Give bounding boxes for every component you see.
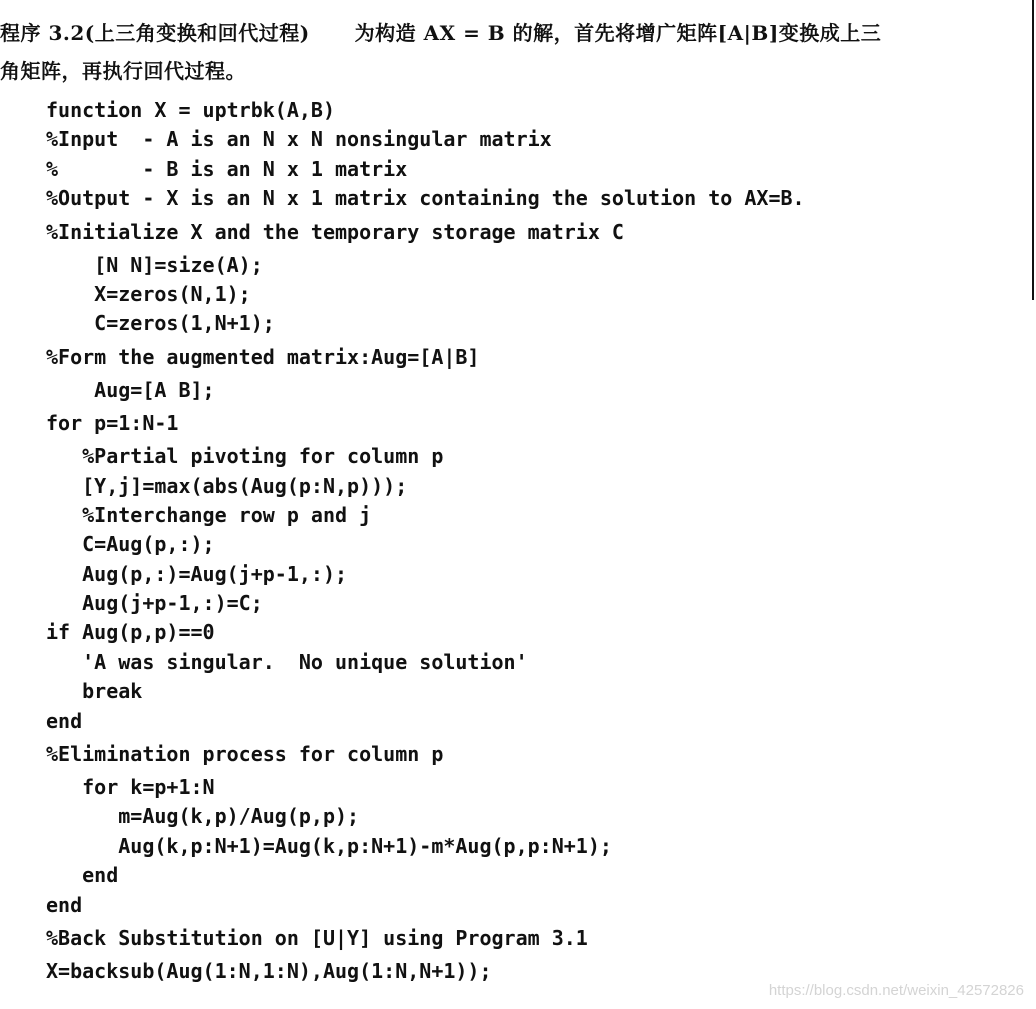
- code-line: break: [46, 679, 143, 704]
- program-description-line-2: 角矩阵，再执行回代过程。: [0, 59, 246, 83]
- program-heading: [0, 14, 1020, 90]
- code-line: end: [46, 892, 83, 917]
- code-line: %Initialize X and the temporary storage matrix C: [46, 219, 624, 244]
- code-line: 'A was singular. No unique solution': [46, 649, 528, 674]
- code-line: %Elimination process for column p: [46, 742, 444, 767]
- program-description-line-1: 为构造 AX = B 的解，首先将增广矩阵[A|B]变换成上三: [354, 21, 882, 45]
- code-line: C=Aug(p,:);: [46, 532, 215, 557]
- code-line: Aug(j+p-1,:)=C;: [46, 591, 263, 616]
- code-line: %Output - X is an N x 1 matrix containing the solution to AX=B.: [46, 186, 805, 211]
- code-line: for p=1:N-1: [46, 411, 179, 436]
- code-line: %Back Substitution on [U|Y] using Program 3.1: [46, 925, 588, 950]
- code-line: Aug=[A B];: [46, 377, 215, 402]
- heading-line-1: [0, 14, 1020, 52]
- code-line: C=zeros(1,N+1);: [46, 311, 275, 336]
- code-line: if Aug(p,p)==0: [46, 620, 215, 645]
- code-line: function X = uptrbk(A,B): [46, 98, 335, 122]
- code-line: Aug(p,:)=Aug(j+p-1,:);: [46, 561, 348, 586]
- code-line: [Y,j]=max(abs(Aug(p:N,p)));: [46, 473, 408, 498]
- program-title: 程序 3.2(上三角变换和回代过程): [0, 21, 310, 45]
- code-line: X=backsub(Aug(1:N,1:N),Aug(1:N,N+1));: [46, 958, 492, 983]
- code-line: m=Aug(k,p)/Aug(p,p);: [46, 804, 360, 829]
- code-line: % - B is an N x 1 matrix: [46, 156, 408, 181]
- page-edge-rule: [1032, 0, 1034, 300]
- code-line: Aug(k,p:N+1)=Aug(k,p:N+1)-m*Aug(p,p:N+1);: [46, 833, 612, 858]
- code-line: end: [46, 708, 83, 733]
- watermark-text: https://blog.csdn.net/weixin_42572826: [768, 982, 1024, 999]
- code-line: %Form the augmented matrix:Aug=[A|B]: [46, 344, 480, 369]
- code-line: X=zeros(N,1);: [46, 281, 251, 306]
- code-line: end: [46, 863, 119, 888]
- code-line: for k=p+1:N: [46, 775, 215, 800]
- code-listing: [46, 96, 805, 986]
- code-line: %Partial pivoting for column p: [46, 444, 444, 469]
- code-line: %Input - A is an N x N nonsingular matrix: [46, 127, 552, 152]
- heading-line-2: [0, 52, 1020, 90]
- code-line: %Interchange row p and j: [46, 502, 372, 527]
- code-line: [N N]=size(A);: [46, 252, 263, 277]
